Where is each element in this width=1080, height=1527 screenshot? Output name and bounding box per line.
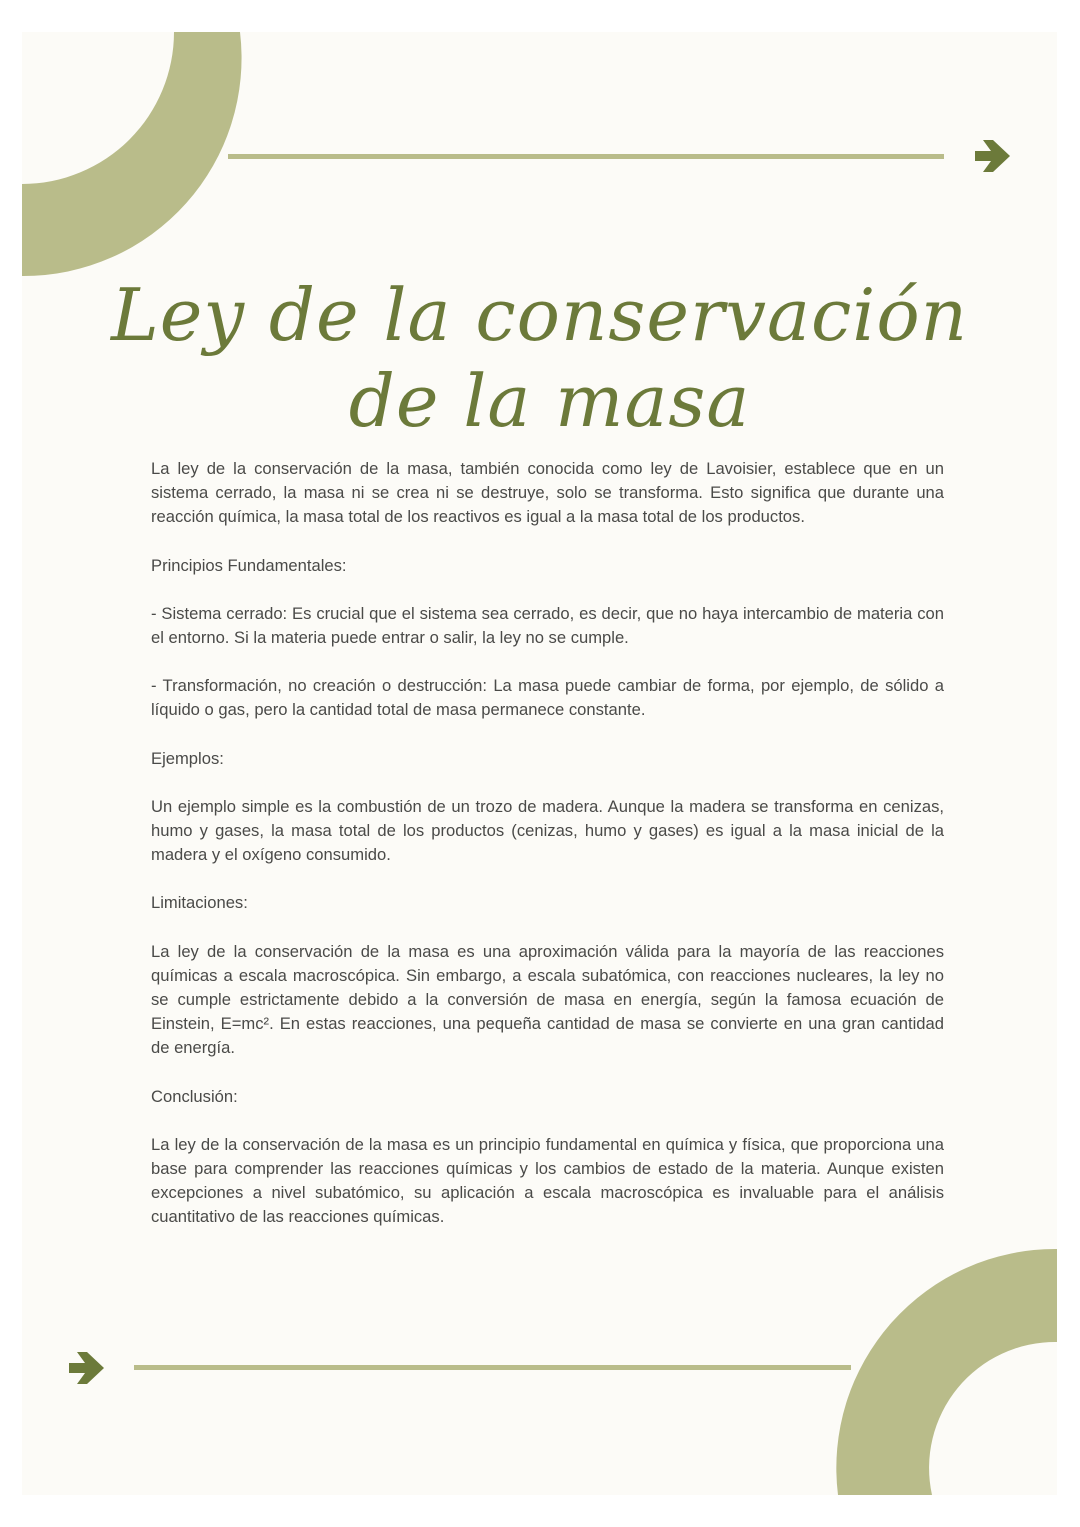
limitations-paragraph: La ley de la conservación de la masa es una aproximación válida para la mayoría de las reacciones químicas a escala macroscópica. Sin embargo, a escala subatómica, con reacciones nucleares, la ley no se cumple estrictamente debido a la conversión de masa en energía, según la famosa ecuación de Einstein, E=mc². En estas reacciones, una pequeña cantidad de masa se convierte en una gran cantidad de energía. <box>151 941 944 1058</box>
arrow-right-icon <box>975 140 1010 172</box>
page-title <box>22 272 1057 444</box>
bottom-right-arc-decoration <box>836 1249 1057 1495</box>
examples-heading: Ejemplos: <box>151 748 224 768</box>
bottom-divider-line <box>134 1365 851 1370</box>
conclusion-heading: Conclusión: <box>151 1086 238 1106</box>
title-line-2: de la masa <box>348 359 751 443</box>
limitations-heading: Limitaciones: <box>151 893 248 913</box>
top-left-arc-decoration <box>22 32 242 276</box>
top-divider-line <box>228 154 944 159</box>
title-line-1: Ley de la conservación <box>110 273 969 357</box>
arrow-right-icon <box>69 1352 104 1384</box>
conclusion-paragraph: La ley de la conservación de la masa es un principio fundamental en química y física, que proporciona una base para comprender las reacciones químicas y los cambios de estado de la materia. Aunque existen excepciones a nivel subatómico, su aplicación a escala macroscópica es invaluable para el análisis cuantitativo de las reacciones químicas. <box>151 1134 944 1227</box>
document-body <box>151 457 944 1254</box>
principle-transformation: - Transformación, no creación o destrucción: La masa puede cambiar de forma, por ejemplo, de sólido a líquido o gas, pero la cantidad total de masa permanece constante. <box>151 676 944 720</box>
principle-closed-system: - Sistema cerrado: Es crucial que el sistema sea cerrado, es decir, que no haya intercambio de materia con el entorno. Si la materia puede entrar o salir, la ley no se cumple. <box>151 603 944 648</box>
example-paragraph: Un ejemplo simple es la combustión de un trozo de madera. Aunque la madera se transforma en cenizas, humo y gases, la masa total de los productos (cenizas, humo y gases) es igual a la masa inicial de la madera y el oxígeno consumido. <box>151 796 944 865</box>
principles-heading: Principios Fundamentales: <box>151 555 347 575</box>
intro-paragraph: La ley de la conservación de la masa, también conocida como ley de Lavoisier, establece que en un sistema cerrado, la masa ni se crea ni se destruye, solo se transforma. Esto significa que durante una reacción química, la masa total de los reactivos es igual a la masa total de los productos. <box>151 459 944 527</box>
document-page <box>22 32 1057 1495</box>
